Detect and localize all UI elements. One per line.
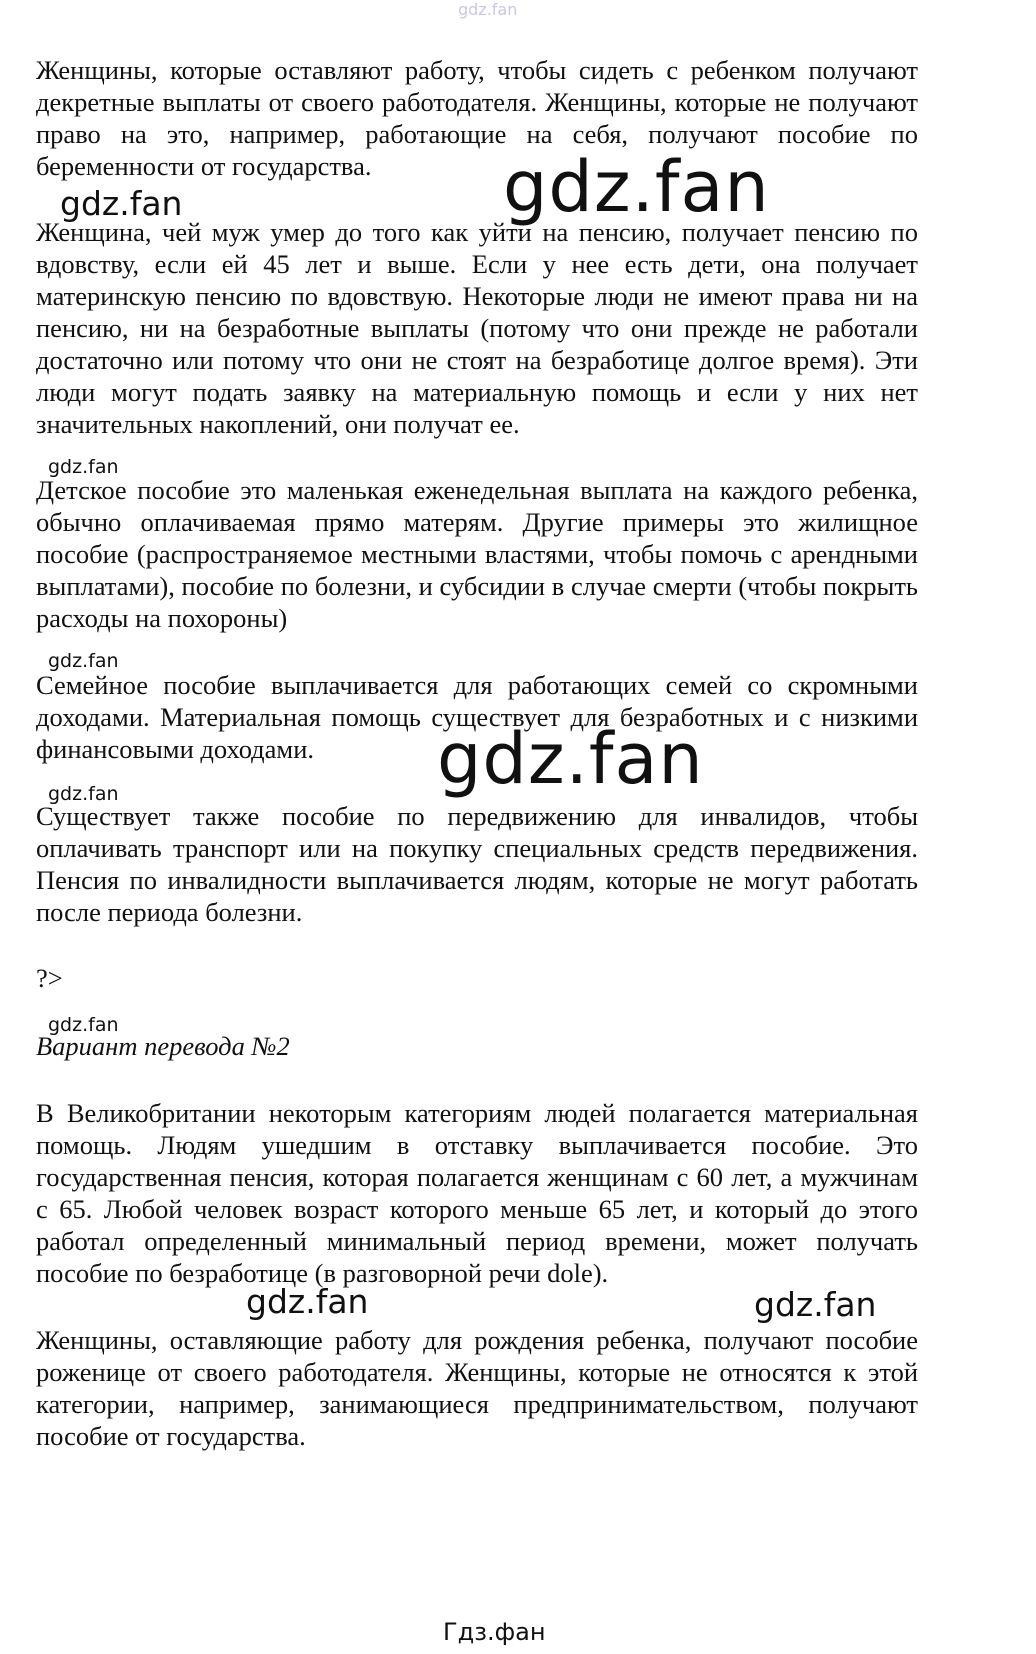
footer-watermark: Гдз.фан bbox=[443, 1618, 546, 1646]
watermark-large: gdz.fan bbox=[437, 718, 704, 800]
marker-text: ?> bbox=[36, 963, 63, 993]
paragraph-5: Существует также пособие по передвижению для инвалидов, чтобы оплачивать транспорт или на покупку специальных средств передвижения. Пенсия по инвалидности выплачивается людям, которые не могут работать после периода болезни. bbox=[36, 801, 918, 927]
watermark-small: gdz.fan bbox=[48, 456, 119, 478]
paragraph-6: В Великобритании некоторым категориям людей полагается материальная помощь. Людям ушедшим в отставку выплачивается пособие. Это государственная пенсия, которая полагается женщинам с 60 лет, а мужчинам с 65. Любой человек возраст которого меньше 65 лет, и который до этого работал определенный минимальный период времени, может получать пособие по безработице (в разговорной речи dole). bbox=[36, 1098, 918, 1288]
paragraph-3: Детское пособие это маленькая еженедельная выплата на каждого ребенка, обычно оплачиваемая прямо матерям. Другие примеры это жилищное пособие (распространяемое местными властями, чтобы помочь с арендными выплатами), пособие по болезни, и субсидии в случае смерти (чтобы покрыть расходы на похороны) bbox=[36, 475, 918, 633]
watermark-medium: gdz.fan bbox=[60, 184, 183, 223]
watermark-top: gdz.fan bbox=[458, 0, 518, 19]
variant-title: Вариант перевода №2 bbox=[36, 1031, 290, 1061]
paragraph-7: Женщины, оставляющие работу для рождения ребенка, получают пособие роженице от своего работодателя. Женщины, которые не относятся к этой категории, например, занимающиеся предпринимательством, получают пособие от государства. bbox=[36, 1325, 918, 1451]
watermark-small: gdz.fan bbox=[48, 1014, 119, 1036]
paragraph-4: Семейное пособие выплачивается для работающих семей со скромными доходами. Материальная помощь существует для безработных и с низкими финансовыми доходами. bbox=[36, 670, 918, 764]
watermark-medium: gdz.fan bbox=[754, 1285, 877, 1324]
watermark-small: gdz.fan bbox=[48, 650, 119, 672]
watermark-medium: gdz.fan bbox=[246, 1282, 369, 1321]
watermark-small: gdz.fan bbox=[48, 783, 119, 805]
paragraph-2: Женщина, чей муж умер до того как уйти на пенсию, получает пенсию по вдовству, если ей 45 лет и выше. Если у нее есть дети, она получает материнскую пенсию по вдовствую. Некоторые люди не имеют права ни на пенсию, ни на безработные выплаты (потому что они прежде не работали достаточно или потому что они не стоят на безработице долгое время). Эти люди могут подать заявку на материальную помощь и если у них нет значительных накоплений, они получат ее. bbox=[36, 217, 918, 439]
paragraph-1: Женщины, которые оставляют работу, чтобы сидеть с ребенком получают декретные выплаты от своего работодателя. Женщины, которые не получают право на это, например, работающие на себя, получают пособие по беременности от государства. bbox=[36, 55, 918, 181]
watermark-large: gdz.fan bbox=[503, 146, 770, 228]
